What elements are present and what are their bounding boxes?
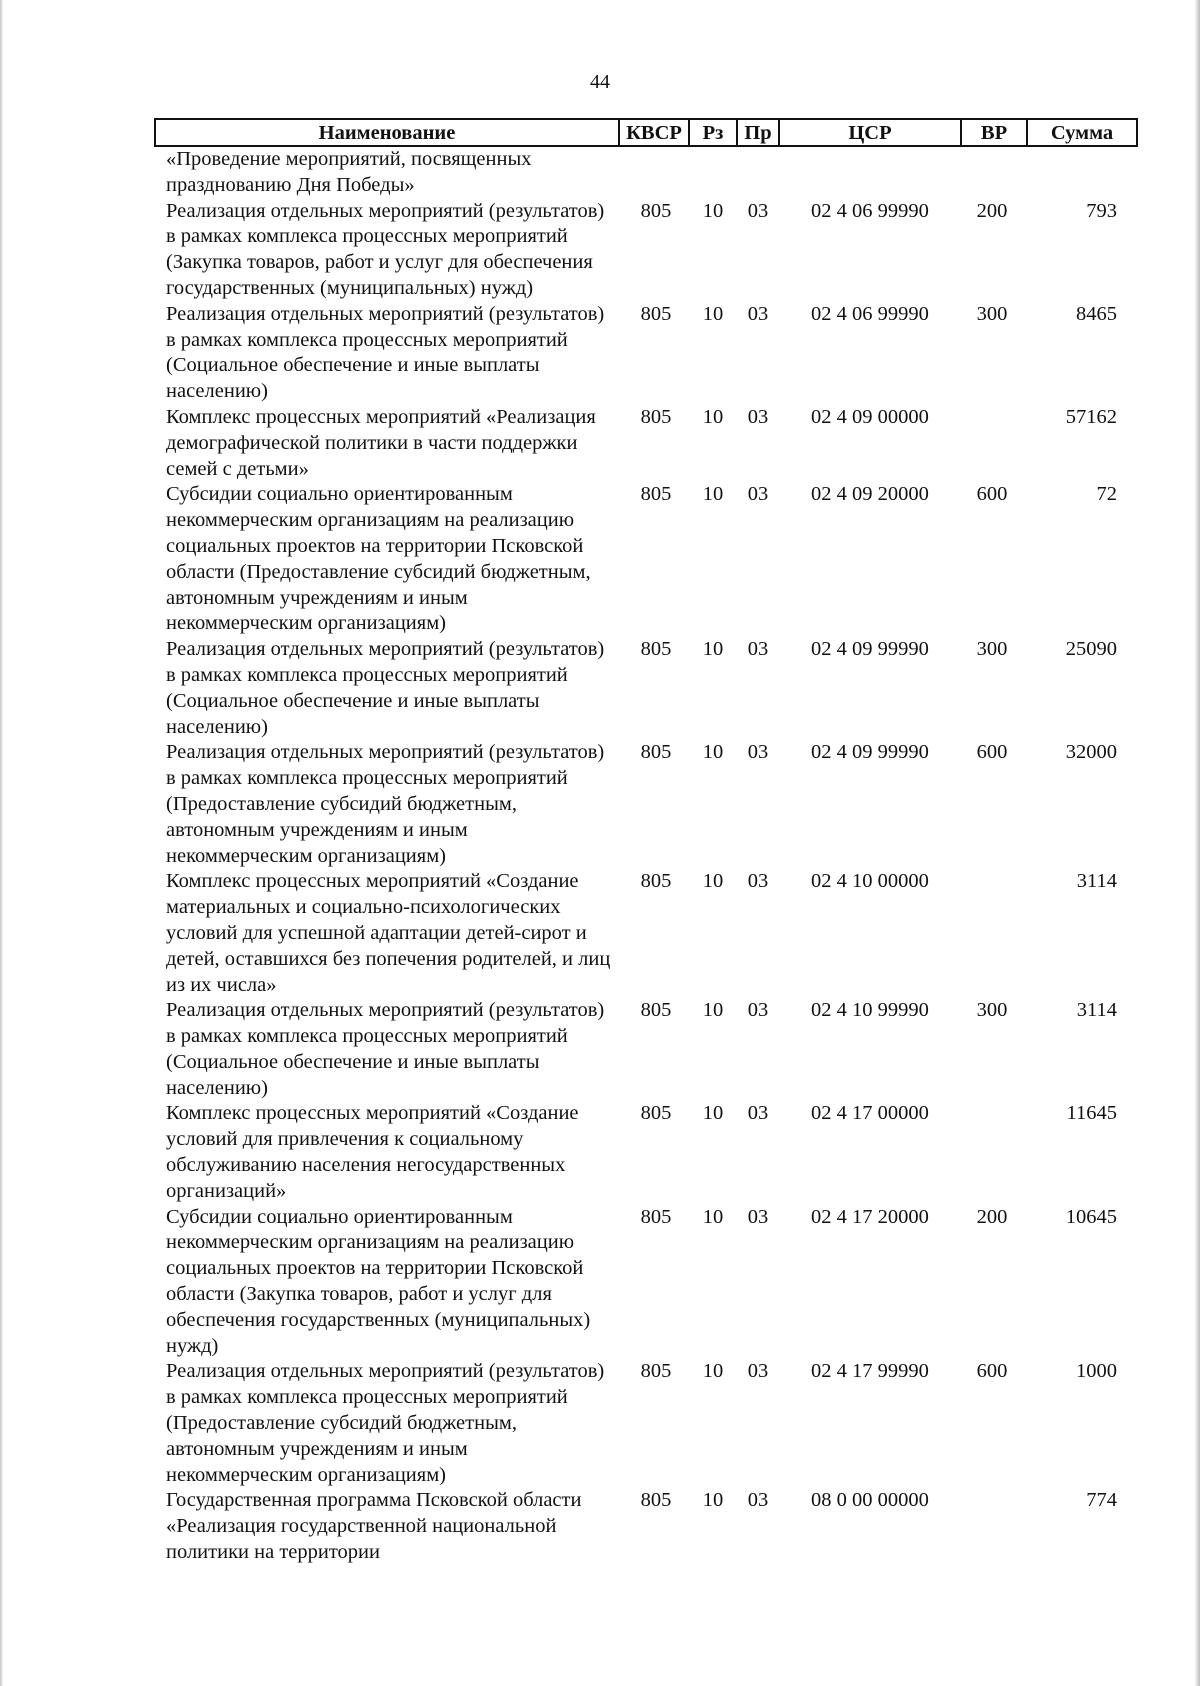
cell-rz: 10 [702,1102,724,1125]
cell-kvsr: 805 [640,999,672,1022]
cell-pr: 03 [747,1102,769,1125]
table-row [155,405,1137,482]
cell-csr: 02 4 06 99990 [811,302,929,325]
table-row [155,1359,1137,1488]
cell-pr: 03 [747,1360,769,1383]
cell-rz: 10 [702,483,724,506]
cell-kvsr: 805 [640,199,672,222]
cell-name: Реализация отдельных мероприятий (результатов) в рамках комплекса процессных мероприятий (Социальное обеспечение и иные выплаты населению) [166,302,605,403]
table-row [155,1205,1137,1360]
cell-pr [737,146,779,199]
table-row [155,199,1137,302]
cell-rz: 10 [702,1489,724,1512]
table-row [155,482,1137,637]
cell-name: Реализация отдельных мероприятий (результатов) в рамках комплекса процессных мероприятий (Предоставление субсидий бюджетным, автономным учреждениям и иным некоммерческим организациям) [166,741,605,867]
cell-name: Комплекс процессных мероприятий «Создание условий для привлечения к социальному обслуживанию населения негосударственных организаций» [166,1102,579,1202]
cell-rz: 10 [702,1205,724,1228]
cell-name: Субсидии социально ориентированным некоммерческим организациям на реализацию социальных проектов на территории Псковской области (Предоставление субсидий бюджетным, автономным учреждениям и иным некоммерческим организациям) [166,483,591,635]
cell-sum: 25090 [1065,638,1117,661]
cell-sum: 11645 [1066,1102,1117,1125]
scan-edge-left [0,0,3,1686]
cell-csr: 02 4 09 20000 [811,483,929,506]
cell-rz: 10 [702,999,724,1022]
cell-rz: 10 [702,741,724,764]
cell-rz: 10 [702,302,724,325]
cell-vr [961,146,1027,199]
cell-sum: 32000 [1065,741,1117,764]
cell-name: Комплекс процессных мероприятий «Создание материальных и социально-психологических условий для успешной адаптации детей-сирот и детей, оставшихся без попечения родителей, и лиц из их числа» [166,870,611,996]
cell-csr [779,146,961,199]
cell-csr: 08 0 00 00000 [811,1489,929,1512]
header-row [155,119,1137,146]
cell-vr: 200 [976,199,1008,222]
cell-kvsr: 805 [640,638,672,661]
cell-csr: 02 4 17 00000 [811,1102,929,1125]
cell-csr: 02 4 09 00000 [811,405,929,428]
cell-vr [961,869,1027,998]
header-pr: Пр [737,119,779,146]
cell-sum: 793 [1086,199,1117,222]
table-row [155,302,1137,405]
cell-csr: 02 4 09 99990 [811,638,929,661]
cell-sum: 3114 [1076,870,1117,893]
table-row [155,998,1137,1101]
cell-name: Реализация отдельных мероприятий (результатов) в рамках комплекса процессных мероприятий (Закупка товаров, работ и услуг для обеспечения государственных (муниципальных) нужд) [166,199,605,299]
cell-csr: 02 4 09 99990 [811,741,929,764]
cell-sum: 57162 [1065,405,1117,428]
table-row [155,740,1137,869]
cell-pr: 03 [747,405,769,428]
cell-csr: 02 4 17 99990 [811,1360,929,1383]
cell-sum: 3114 [1076,999,1117,1022]
cell-rz: 10 [702,199,724,222]
cell-kvsr: 805 [640,302,672,325]
budget-table [154,118,1138,1566]
cell-vr: 300 [976,638,1008,661]
cell-pr: 03 [747,199,769,222]
header-sum: Сумма [1027,119,1137,146]
cell-csr: 02 4 10 00000 [811,870,929,893]
table-row [155,1101,1137,1204]
cell-vr: 600 [976,741,1008,764]
cell-sum [1027,146,1137,199]
cell-pr: 03 [747,741,769,764]
cell-vr: 300 [976,999,1008,1022]
table-header [155,119,1137,146]
cell-sum: 72 [1096,483,1117,506]
cell-kvsr: 805 [640,870,672,893]
cell-csr: 02 4 06 99990 [811,199,929,222]
cell-csr: 02 4 17 20000 [811,1205,929,1228]
header-rz: Рз [689,119,737,146]
table-row [155,146,1137,199]
cell-pr: 03 [747,1205,769,1228]
cell-pr: 03 [747,483,769,506]
cell-vr: 300 [976,302,1008,325]
cell-kvsr: 805 [640,1489,672,1512]
table-row [155,637,1137,740]
cell-pr: 03 [747,1489,769,1512]
table-row [155,1488,1137,1565]
cell-rz [689,146,737,199]
cell-vr: 200 [976,1205,1008,1228]
cell-name: Реализация отдельных мероприятий (результатов) в рамках комплекса процессных мероприятий (Предоставление субсидий бюджетным, автономным учреждениям и иным некоммерческим организациям) [166,1360,605,1486]
cell-vr [961,405,1027,482]
cell-rz: 10 [702,870,724,893]
cell-sum: 1000 [1076,1360,1117,1383]
cell-vr [961,1101,1027,1204]
header-kvsr: КВСР [619,119,689,146]
page-number: 44 [590,71,610,93]
cell-sum: 8465 [1076,302,1117,325]
cell-kvsr: 805 [640,741,672,764]
cell-sum: 10645 [1065,1205,1117,1228]
cell-kvsr: 805 [640,1360,672,1383]
cell-sum: 774 [1086,1489,1117,1512]
cell-vr [961,1488,1027,1565]
cell-name: Субсидии социально ориентированным некоммерческим организациям на реализацию социальных проектов на территории Псковской области (Закупка товаров, работ и услуг для обеспечения государственных (муниципальных) нужд) [166,1205,591,1357]
cell-name: Комплекс процессных мероприятий «Реализация демографической политики в части поддержки семей с детьми» [166,405,596,480]
cell-vr: 600 [976,483,1008,506]
cell-name: Государственная программа Псковской области «Реализация государственной национальной политики на территории [166,1489,582,1564]
header-vr: ВР [961,119,1027,146]
cell-pr: 03 [747,999,769,1022]
cell-name: «Проведение мероприятий, посвященных празднованию Дня Победы» [166,148,532,196]
cell-kvsr: 805 [640,405,672,428]
cell-name: Реализация отдельных мероприятий (результатов) в рамках комплекса процессных мероприятий (Социальное обеспечение и иные выплаты населению) [166,638,605,738]
scan-edge-right [1195,0,1200,1686]
cell-vr: 600 [976,1360,1008,1383]
cell-pr: 03 [747,870,769,893]
cell-kvsr: 805 [640,1102,672,1125]
cell-pr: 03 [747,638,769,661]
table-body [155,146,1137,1566]
cell-rz: 10 [702,638,724,661]
cell-kvsr [619,146,689,199]
cell-pr: 03 [747,302,769,325]
table-row [155,869,1137,998]
cell-kvsr: 805 [640,483,672,506]
cell-kvsr: 805 [640,1205,672,1228]
header-csr: ЦСР [779,119,961,146]
cell-rz: 10 [702,1360,724,1383]
cell-csr: 02 4 10 99990 [811,999,929,1022]
header-name: Наименование [155,119,619,146]
cell-name: Реализация отдельных мероприятий (результатов) в рамках комплекса процессных мероприятий (Социальное обеспечение и иные выплаты населению) [166,999,605,1099]
cell-rz: 10 [702,405,724,428]
